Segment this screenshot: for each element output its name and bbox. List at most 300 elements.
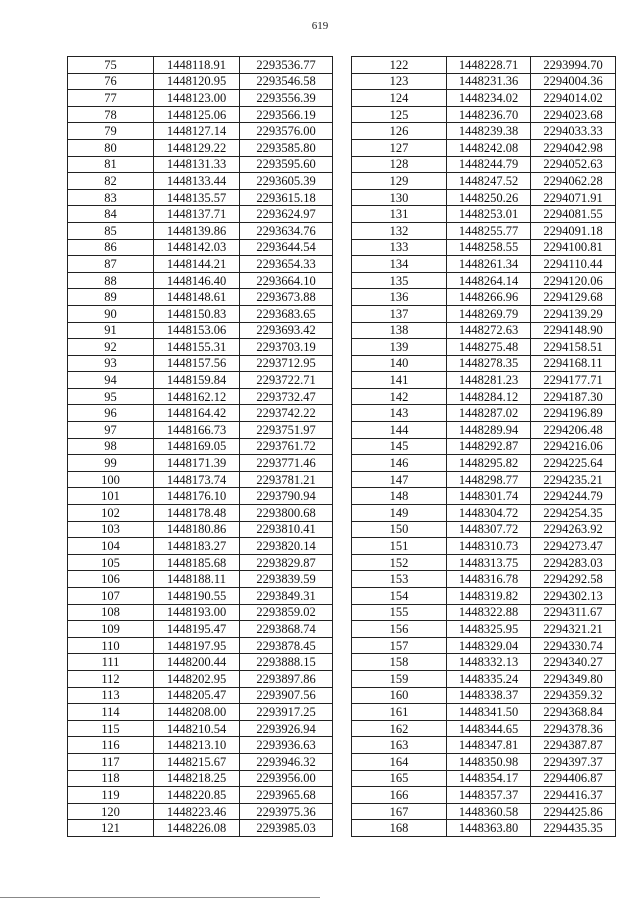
x-coordinate-cell: 1448120.95	[154, 73, 240, 90]
y-coordinate-cell: 2293722.71	[240, 372, 333, 389]
y-coordinate-cell: 2294330.74	[531, 637, 616, 654]
point-number-cell: 142	[352, 388, 447, 405]
y-coordinate-cell: 2293771.46	[240, 455, 333, 472]
y-coordinate-cell: 2294158.51	[531, 339, 616, 356]
y-coordinate-cell: 2293732.47	[240, 388, 333, 405]
table-row	[68, 139, 333, 156]
y-coordinate-cell: 2294435.35	[531, 820, 616, 837]
x-coordinate-cell: 1448164.42	[154, 405, 240, 422]
table-row	[352, 388, 616, 405]
x-coordinate-cell: 1448360.58	[447, 803, 531, 820]
y-coordinate-cell: 2293985.03	[240, 820, 333, 837]
point-number-cell: 139	[352, 339, 447, 356]
table-row	[68, 654, 333, 671]
point-number-cell: 157	[352, 637, 447, 654]
y-coordinate-cell: 2294397.37	[531, 753, 616, 770]
table-row	[352, 322, 616, 339]
y-coordinate-cell: 2293693.42	[240, 322, 333, 339]
table-row	[352, 604, 616, 621]
point-number-cell: 97	[68, 422, 154, 439]
x-coordinate-cell: 1448183.27	[154, 538, 240, 555]
point-number-cell: 140	[352, 355, 447, 372]
y-coordinate-cell: 2294283.03	[531, 554, 616, 571]
x-coordinate-cell: 1448166.73	[154, 422, 240, 439]
y-coordinate-cell: 2294302.13	[531, 588, 616, 605]
y-coordinate-cell: 2294091.18	[531, 222, 616, 239]
point-number-cell: 80	[68, 139, 154, 156]
point-number-cell: 131	[352, 206, 447, 223]
table-row	[352, 753, 616, 770]
x-coordinate-cell: 1448213.10	[154, 737, 240, 754]
x-coordinate-cell: 1448341.50	[447, 704, 531, 721]
y-coordinate-cell: 2294004.36	[531, 73, 616, 90]
table-row	[68, 173, 333, 190]
point-number-cell: 120	[68, 803, 154, 820]
y-coordinate-cell: 2293712.95	[240, 355, 333, 372]
table-row	[352, 239, 616, 256]
point-number-cell: 115	[68, 720, 154, 737]
table-row	[68, 720, 333, 737]
point-number-cell: 110	[68, 637, 154, 654]
x-coordinate-cell: 1448289.94	[447, 422, 531, 439]
table-row	[352, 405, 616, 422]
table-row	[68, 488, 333, 505]
table-row	[68, 90, 333, 107]
x-coordinate-cell: 1448278.35	[447, 355, 531, 372]
table-row	[352, 737, 616, 754]
x-coordinate-cell: 1448200.44	[154, 654, 240, 671]
table-row	[68, 355, 333, 372]
x-coordinate-cell: 1448228.71	[447, 57, 531, 74]
y-coordinate-cell: 2293673.88	[240, 289, 333, 306]
x-coordinate-cell: 1448220.85	[154, 787, 240, 804]
y-coordinate-cell: 2293829.87	[240, 554, 333, 571]
y-coordinate-cell: 2294110.44	[531, 256, 616, 273]
x-coordinate-cell: 1448155.31	[154, 339, 240, 356]
point-number-cell: 95	[68, 388, 154, 405]
table-row	[68, 803, 333, 820]
table-row	[68, 73, 333, 90]
point-number-cell: 111	[68, 654, 154, 671]
y-coordinate-cell: 2293664.10	[240, 272, 333, 289]
table-row	[352, 521, 616, 538]
y-coordinate-cell: 2294139.29	[531, 305, 616, 322]
table-row	[68, 189, 333, 206]
x-coordinate-cell: 1448287.02	[447, 405, 531, 422]
point-number-cell: 119	[68, 787, 154, 804]
x-coordinate-cell: 1448123.00	[154, 90, 240, 107]
point-number-cell: 79	[68, 123, 154, 140]
point-number-cell: 102	[68, 505, 154, 522]
x-coordinate-cell: 1448180.86	[154, 521, 240, 538]
point-number-cell: 83	[68, 189, 154, 206]
x-coordinate-cell: 1448332.13	[447, 654, 531, 671]
point-number-cell: 91	[68, 322, 154, 339]
table-row	[68, 156, 333, 173]
point-number-cell: 166	[352, 787, 447, 804]
point-number-cell: 98	[68, 438, 154, 455]
y-coordinate-cell: 2293888.15	[240, 654, 333, 671]
coordinates-table-left	[67, 56, 333, 837]
x-coordinate-cell: 1448157.56	[154, 355, 240, 372]
point-number-cell: 137	[352, 305, 447, 322]
y-coordinate-cell: 2293566.19	[240, 106, 333, 123]
table-row	[352, 272, 616, 289]
point-number-cell: 163	[352, 737, 447, 754]
y-coordinate-cell: 2293975.36	[240, 803, 333, 820]
y-coordinate-cell: 2294311.67	[531, 604, 616, 621]
y-coordinate-cell: 2294187.30	[531, 388, 616, 405]
x-coordinate-cell: 1448325.95	[447, 621, 531, 638]
point-number-cell: 158	[352, 654, 447, 671]
point-number-cell: 89	[68, 289, 154, 306]
point-number-cell: 93	[68, 355, 154, 372]
y-coordinate-cell: 2293576.00	[240, 123, 333, 140]
table-row	[68, 670, 333, 687]
y-coordinate-cell: 2294225.64	[531, 455, 616, 472]
point-number-cell: 132	[352, 222, 447, 239]
table-row	[352, 256, 616, 273]
x-coordinate-cell: 1448281.23	[447, 372, 531, 389]
table-row	[68, 787, 333, 804]
table-row	[352, 538, 616, 555]
point-number-cell: 94	[68, 372, 154, 389]
point-number-cell: 162	[352, 720, 447, 737]
point-number-cell: 99	[68, 455, 154, 472]
y-coordinate-cell: 2294368.84	[531, 704, 616, 721]
point-number-cell: 127	[352, 139, 447, 156]
point-number-cell: 108	[68, 604, 154, 621]
table-row	[68, 206, 333, 223]
bottom-divider	[0, 897, 320, 898]
point-number-cell: 161	[352, 704, 447, 721]
x-coordinate-cell: 1448202.95	[154, 670, 240, 687]
point-number-cell: 138	[352, 322, 447, 339]
table-row	[68, 372, 333, 389]
y-coordinate-cell: 2293926.94	[240, 720, 333, 737]
x-coordinate-cell: 1448125.06	[154, 106, 240, 123]
x-coordinate-cell: 1448142.03	[154, 239, 240, 256]
y-coordinate-cell: 2293536.77	[240, 57, 333, 74]
y-coordinate-cell: 2294406.87	[531, 770, 616, 787]
point-number-cell: 168	[352, 820, 447, 837]
table-row	[352, 787, 616, 804]
point-number-cell: 148	[352, 488, 447, 505]
x-coordinate-cell: 1448244.79	[447, 156, 531, 173]
table-row	[68, 521, 333, 538]
point-number-cell: 96	[68, 405, 154, 422]
y-coordinate-cell: 2294340.27	[531, 654, 616, 671]
point-number-cell: 122	[352, 57, 447, 74]
y-coordinate-cell: 2294235.21	[531, 471, 616, 488]
x-coordinate-cell: 1448261.34	[447, 256, 531, 273]
y-coordinate-cell: 2293878.45	[240, 637, 333, 654]
point-number-cell: 75	[68, 57, 154, 74]
x-coordinate-cell: 1448195.47	[154, 621, 240, 638]
y-coordinate-cell: 2293994.70	[531, 57, 616, 74]
point-number-cell: 85	[68, 222, 154, 239]
x-coordinate-cell: 1448215.67	[154, 753, 240, 770]
x-coordinate-cell: 1448338.37	[447, 687, 531, 704]
table-row	[352, 355, 616, 372]
x-coordinate-cell: 1448236.70	[447, 106, 531, 123]
point-number-cell: 78	[68, 106, 154, 123]
x-coordinate-cell: 1448284.12	[447, 388, 531, 405]
table-row	[352, 571, 616, 588]
y-coordinate-cell: 2294349.80	[531, 670, 616, 687]
x-coordinate-cell: 1448234.02	[447, 90, 531, 107]
table-row	[352, 123, 616, 140]
point-number-cell: 109	[68, 621, 154, 638]
x-coordinate-cell: 1448148.61	[154, 289, 240, 306]
table-row	[68, 438, 333, 455]
x-coordinate-cell: 1448310.73	[447, 538, 531, 555]
table-row	[68, 256, 333, 273]
table-row	[352, 820, 616, 837]
coordinates-table-right	[351, 56, 616, 837]
table-row	[68, 588, 333, 605]
point-number-cell: 113	[68, 687, 154, 704]
x-coordinate-cell: 1448292.87	[447, 438, 531, 455]
point-number-cell: 153	[352, 571, 447, 588]
table-row	[352, 305, 616, 322]
y-coordinate-cell: 2294321.21	[531, 621, 616, 638]
y-coordinate-cell: 2293897.86	[240, 670, 333, 687]
x-coordinate-cell: 1448159.84	[154, 372, 240, 389]
point-number-cell: 118	[68, 770, 154, 787]
point-number-cell: 154	[352, 588, 447, 605]
y-coordinate-cell: 2294014.02	[531, 90, 616, 107]
table-row	[68, 123, 333, 140]
y-coordinate-cell: 2293965.68	[240, 787, 333, 804]
y-coordinate-cell: 2293859.02	[240, 604, 333, 621]
point-number-cell: 152	[352, 554, 447, 571]
y-coordinate-cell: 2294148.90	[531, 322, 616, 339]
table-row	[68, 405, 333, 422]
table-row	[68, 554, 333, 571]
table-row	[352, 206, 616, 223]
table-row	[68, 505, 333, 522]
y-coordinate-cell: 2293546.58	[240, 73, 333, 90]
y-coordinate-cell: 2294177.71	[531, 372, 616, 389]
table-row	[68, 737, 333, 754]
point-number-cell: 146	[352, 455, 447, 472]
table-row	[68, 339, 333, 356]
point-number-cell: 160	[352, 687, 447, 704]
point-number-cell: 144	[352, 422, 447, 439]
table-row	[352, 588, 616, 605]
x-coordinate-cell: 1448210.54	[154, 720, 240, 737]
table-row	[68, 604, 333, 621]
table-row	[352, 156, 616, 173]
point-number-cell: 124	[352, 90, 447, 107]
point-number-cell: 135	[352, 272, 447, 289]
x-coordinate-cell: 1448205.47	[154, 687, 240, 704]
x-coordinate-cell: 1448313.75	[447, 554, 531, 571]
point-number-cell: 126	[352, 123, 447, 140]
point-number-cell: 104	[68, 538, 154, 555]
x-coordinate-cell: 1448162.12	[154, 388, 240, 405]
table-row	[352, 106, 616, 123]
x-coordinate-cell: 1448133.44	[154, 173, 240, 190]
point-number-cell: 143	[352, 405, 447, 422]
x-coordinate-cell: 1448347.81	[447, 737, 531, 754]
y-coordinate-cell: 2294120.06	[531, 272, 616, 289]
table-row	[352, 173, 616, 190]
x-coordinate-cell: 1448255.77	[447, 222, 531, 239]
table-row	[352, 73, 616, 90]
table-row	[68, 471, 333, 488]
x-coordinate-cell: 1448139.86	[154, 222, 240, 239]
x-coordinate-cell: 1448218.25	[154, 770, 240, 787]
y-coordinate-cell: 2293654.33	[240, 256, 333, 273]
table-row	[352, 222, 616, 239]
y-coordinate-cell: 2293790.94	[240, 488, 333, 505]
y-coordinate-cell: 2293868.74	[240, 621, 333, 638]
y-coordinate-cell: 2293839.59	[240, 571, 333, 588]
y-coordinate-cell: 2294042.98	[531, 139, 616, 156]
table-row	[352, 621, 616, 638]
table-row	[352, 704, 616, 721]
y-coordinate-cell: 2294052.63	[531, 156, 616, 173]
x-coordinate-cell: 1448146.40	[154, 272, 240, 289]
point-number-cell: 117	[68, 753, 154, 770]
x-coordinate-cell: 1448118.91	[154, 57, 240, 74]
x-coordinate-cell: 1448269.79	[447, 305, 531, 322]
table-row	[352, 289, 616, 306]
x-coordinate-cell: 1448153.06	[154, 322, 240, 339]
table-row	[352, 720, 616, 737]
table-row	[68, 621, 333, 638]
table-row	[352, 670, 616, 687]
table-row	[352, 770, 616, 787]
point-number-cell: 116	[68, 737, 154, 754]
x-coordinate-cell: 1448304.72	[447, 505, 531, 522]
point-number-cell: 147	[352, 471, 447, 488]
x-coordinate-cell: 1448335.24	[447, 670, 531, 687]
point-number-cell: 103	[68, 521, 154, 538]
point-number-cell: 128	[352, 156, 447, 173]
point-number-cell: 82	[68, 173, 154, 190]
x-coordinate-cell: 1448266.96	[447, 289, 531, 306]
x-coordinate-cell: 1448253.01	[447, 206, 531, 223]
y-coordinate-cell: 2293703.19	[240, 339, 333, 356]
point-number-cell: 92	[68, 339, 154, 356]
point-number-cell: 87	[68, 256, 154, 273]
y-coordinate-cell: 2293556.39	[240, 90, 333, 107]
table-row	[68, 770, 333, 787]
table-row	[352, 438, 616, 455]
table-row	[352, 139, 616, 156]
y-coordinate-cell: 2293810.41	[240, 521, 333, 538]
point-number-cell: 156	[352, 621, 447, 638]
y-coordinate-cell: 2293761.72	[240, 438, 333, 455]
point-number-cell: 145	[352, 438, 447, 455]
x-coordinate-cell: 1448316.78	[447, 571, 531, 588]
table-row	[68, 289, 333, 306]
x-coordinate-cell: 1448329.04	[447, 637, 531, 654]
x-coordinate-cell: 1448226.08	[154, 820, 240, 837]
y-coordinate-cell: 2294254.35	[531, 505, 616, 522]
point-number-cell: 86	[68, 239, 154, 256]
table-row	[68, 422, 333, 439]
point-number-cell: 150	[352, 521, 447, 538]
y-coordinate-cell: 2293820.14	[240, 538, 333, 555]
y-coordinate-cell: 2294416.37	[531, 787, 616, 804]
table-row	[68, 388, 333, 405]
table-row	[68, 637, 333, 654]
x-coordinate-cell: 1448301.74	[447, 488, 531, 505]
x-coordinate-cell: 1448188.11	[154, 571, 240, 588]
x-coordinate-cell: 1448131.33	[154, 156, 240, 173]
table-row	[68, 704, 333, 721]
y-coordinate-cell: 2293917.25	[240, 704, 333, 721]
point-number-cell: 167	[352, 803, 447, 820]
table-row	[352, 339, 616, 356]
x-coordinate-cell: 1448275.48	[447, 339, 531, 356]
x-coordinate-cell: 1448250.26	[447, 189, 531, 206]
y-coordinate-cell: 2294359.32	[531, 687, 616, 704]
x-coordinate-cell: 1448319.82	[447, 588, 531, 605]
table-row	[352, 189, 616, 206]
table-row	[352, 554, 616, 571]
y-coordinate-cell: 2294425.86	[531, 803, 616, 820]
table-row	[352, 803, 616, 820]
x-coordinate-cell: 1448344.65	[447, 720, 531, 737]
x-coordinate-cell: 1448258.55	[447, 239, 531, 256]
table-row	[352, 488, 616, 505]
point-number-cell: 106	[68, 571, 154, 588]
point-number-cell: 123	[352, 73, 447, 90]
table-row	[68, 753, 333, 770]
x-coordinate-cell: 1448193.00	[154, 604, 240, 621]
y-coordinate-cell: 2294023.68	[531, 106, 616, 123]
x-coordinate-cell: 1448307.72	[447, 521, 531, 538]
point-number-cell: 76	[68, 73, 154, 90]
point-number-cell: 77	[68, 90, 154, 107]
table-row	[352, 505, 616, 522]
point-number-cell: 129	[352, 173, 447, 190]
table-row	[352, 57, 616, 74]
table-row	[68, 820, 333, 837]
y-coordinate-cell: 2294378.36	[531, 720, 616, 737]
y-coordinate-cell: 2293956.00	[240, 770, 333, 787]
x-coordinate-cell: 1448171.39	[154, 455, 240, 472]
x-coordinate-cell: 1448242.08	[447, 139, 531, 156]
table-row	[68, 222, 333, 239]
x-coordinate-cell: 1448197.95	[154, 637, 240, 654]
y-coordinate-cell: 2294206.48	[531, 422, 616, 439]
table-row	[68, 538, 333, 555]
y-coordinate-cell: 2293907.56	[240, 687, 333, 704]
table-row	[352, 422, 616, 439]
y-coordinate-cell: 2293683.65	[240, 305, 333, 322]
y-coordinate-cell: 2294071.91	[531, 189, 616, 206]
table-row	[68, 687, 333, 704]
table-row	[352, 637, 616, 654]
x-coordinate-cell: 1448354.17	[447, 770, 531, 787]
x-coordinate-cell: 1448169.05	[154, 438, 240, 455]
point-number-cell: 136	[352, 289, 447, 306]
y-coordinate-cell: 2294129.68	[531, 289, 616, 306]
point-number-cell: 164	[352, 753, 447, 770]
point-number-cell: 84	[68, 206, 154, 223]
y-coordinate-cell: 2294033.33	[531, 123, 616, 140]
y-coordinate-cell: 2293624.97	[240, 206, 333, 223]
table-row	[68, 571, 333, 588]
table-row	[68, 106, 333, 123]
y-coordinate-cell: 2294081.55	[531, 206, 616, 223]
